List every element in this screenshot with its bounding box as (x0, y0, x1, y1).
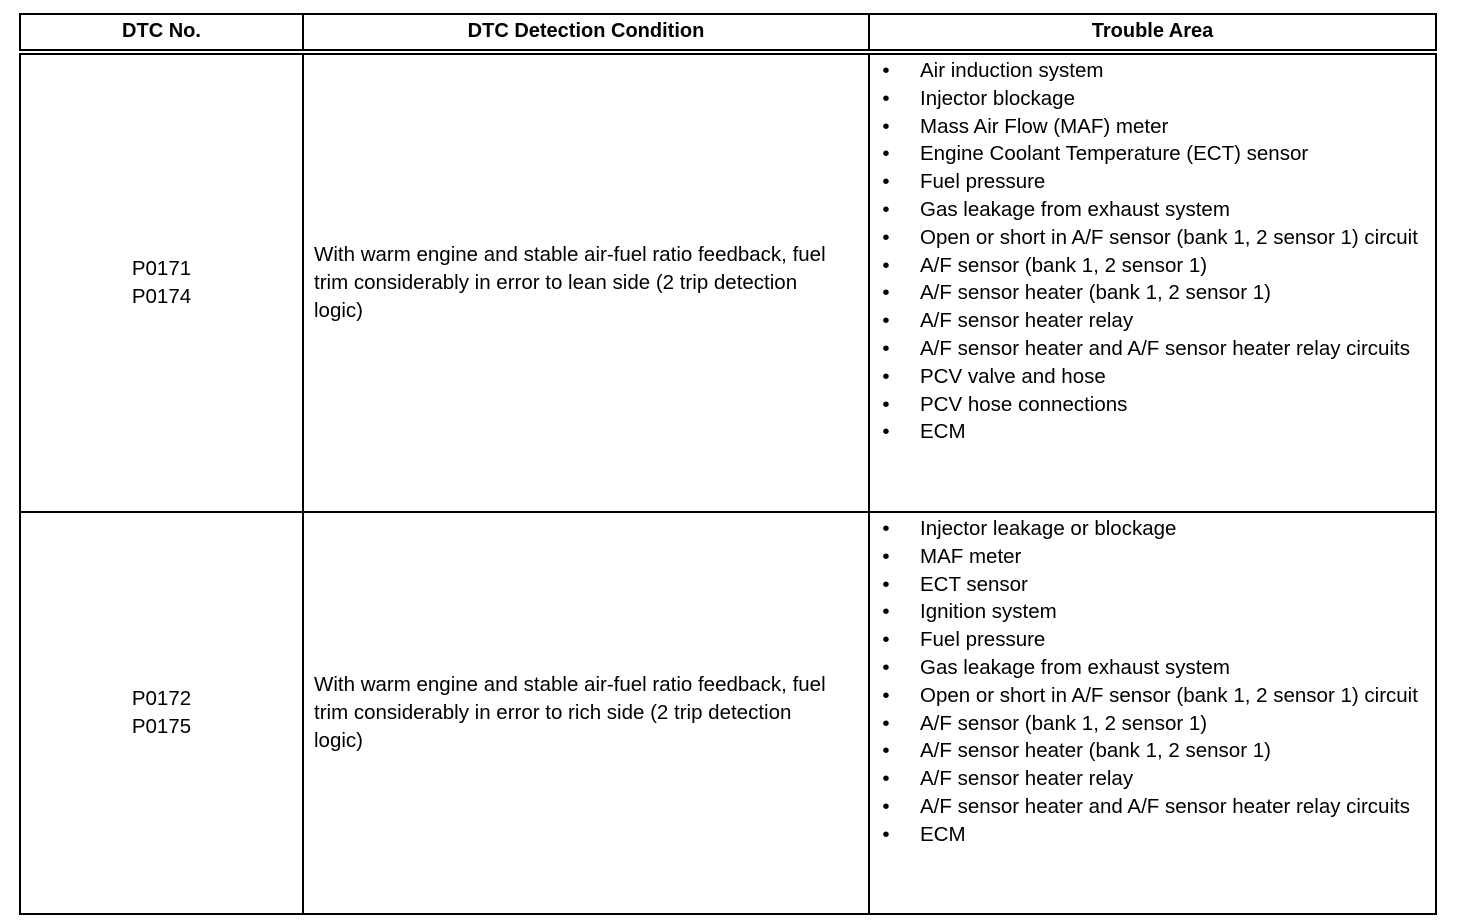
table-header (20, 14, 1436, 52)
trouble-area-text: Open or short in A/F sensor (bank 1, 2 sensor 1) circuit (920, 225, 1418, 249)
trouble-area-text: ECM (920, 420, 966, 444)
bullet-icon: • (882, 420, 890, 444)
trouble-area-cell (869, 52, 1436, 512)
trouble-area-text: A/F sensor heater relay (920, 309, 1134, 333)
table-row (20, 512, 1436, 914)
detection-condition-cell: With warm engine and stable air-fuel ratio feedback, fuel trim considerably in error to rich side (2 trip detection logic) (303, 512, 869, 914)
dtc-code: P0172 (131, 687, 192, 711)
trouble-area-item (879, 391, 1429, 419)
trouble-area-item (879, 515, 1429, 543)
trouble-area-text: A/F sensor heater (bank 1, 2 sensor 1) (920, 739, 1271, 763)
bullet-icon: • (882, 628, 890, 652)
trouble-area-item (879, 85, 1429, 113)
trouble-area-list (879, 515, 1429, 849)
trouble-area-cell (869, 512, 1436, 914)
trouble-area-text: Gas leakage from exhaust system (920, 197, 1230, 221)
detection-condition-cell: With warm engine and stable air-fuel ratio feedback, fuel trim considerably in error to lean side (2 trip detection logic) (303, 52, 869, 512)
trouble-area-item (879, 307, 1429, 335)
dtc-code: P0171 (131, 257, 192, 281)
bullet-icon: • (882, 572, 890, 596)
trouble-area-item (879, 168, 1429, 196)
bullet-icon: • (882, 142, 890, 166)
trouble-area-text: A/F sensor heater relay (920, 767, 1134, 791)
header-trouble-area: Trouble Area (869, 14, 1436, 52)
trouble-area-text: Gas leakage from exhaust system (920, 655, 1230, 679)
trouble-area-text: PCV hose connections (920, 392, 1128, 416)
bullet-icon: • (882, 392, 890, 416)
trouble-area-item (879, 821, 1429, 849)
trouble-area-item (879, 793, 1429, 821)
trouble-area-text: ECM (920, 822, 966, 846)
bullet-icon: • (882, 767, 890, 791)
trouble-area-item (879, 571, 1429, 599)
bullet-icon: • (882, 114, 890, 138)
header-dtc-no: DTC No. (20, 14, 303, 52)
trouble-area-item (879, 363, 1429, 391)
trouble-area-text: A/F sensor (bank 1, 2 sensor 1) (920, 711, 1208, 735)
bullet-icon: • (882, 822, 890, 846)
trouble-area-item (879, 57, 1429, 85)
trouble-area-text: A/F sensor heater and A/F sensor heater relay circuits (920, 794, 1410, 818)
dtc-code: P0174 (131, 285, 192, 308)
table-body (20, 52, 1436, 914)
trouble-area-text: Engine Coolant Temperature (ECT) sensor (920, 142, 1309, 166)
dtc-codes-cell (20, 512, 303, 914)
trouble-area-item (879, 224, 1429, 252)
trouble-area-text: Fuel pressure (920, 170, 1046, 194)
dtc-codes-cell (20, 52, 303, 512)
trouble-area-item (879, 598, 1429, 626)
trouble-area-text: Injector leakage or blockage (920, 517, 1177, 540)
trouble-area-item (879, 140, 1429, 168)
bullet-icon: • (882, 711, 890, 735)
trouble-area-item (879, 335, 1429, 363)
bullet-icon: • (882, 683, 890, 707)
bullet-icon: • (882, 281, 890, 305)
trouble-area-item (879, 252, 1429, 280)
trouble-area-item (879, 765, 1429, 793)
trouble-area-item (879, 737, 1429, 765)
trouble-area-text: A/F sensor heater and A/F sensor heater relay circuits (920, 336, 1410, 360)
header-row (20, 14, 1436, 52)
trouble-area-text: Fuel pressure (920, 628, 1046, 652)
trouble-area-item (879, 196, 1429, 224)
bullet-icon: • (882, 309, 890, 333)
bullet-icon: • (882, 739, 890, 763)
bullet-icon: • (882, 655, 890, 679)
dtc-table (19, 13, 1437, 915)
table-row (20, 52, 1436, 512)
trouble-area-text: Ignition system (920, 600, 1057, 624)
trouble-area-item (879, 418, 1429, 446)
trouble-area-item (879, 626, 1429, 654)
trouble-area-item (879, 682, 1429, 710)
bullet-icon: • (882, 225, 890, 249)
bullet-icon: • (882, 86, 890, 110)
trouble-area-item (879, 113, 1429, 141)
trouble-area-item (879, 654, 1429, 682)
bullet-icon: • (882, 517, 890, 540)
trouble-area-text: MAF meter (920, 544, 1022, 568)
trouble-area-text: A/F sensor (bank 1, 2 sensor 1) (920, 253, 1208, 277)
dtc-code: P0175 (131, 715, 192, 738)
bullet-icon: • (882, 600, 890, 624)
bullet-icon: • (882, 253, 890, 277)
trouble-area-text: ECT sensor (920, 572, 1028, 596)
trouble-area-item (879, 710, 1429, 738)
trouble-area-text: A/F sensor heater (bank 1, 2 sensor 1) (920, 281, 1271, 305)
bullet-icon: • (882, 59, 890, 82)
trouble-area-text: Open or short in A/F sensor (bank 1, 2 sensor 1) circuit (920, 683, 1418, 707)
bullet-icon: • (882, 544, 890, 568)
trouble-area-item (879, 543, 1429, 571)
trouble-area-text: Air induction system (920, 59, 1104, 82)
bullet-icon: • (882, 197, 890, 221)
trouble-area-list (879, 57, 1429, 446)
trouble-area-item (879, 279, 1429, 307)
bullet-icon: • (882, 794, 890, 818)
trouble-area-text: Mass Air Flow (MAF) meter (920, 114, 1169, 138)
trouble-area-text: PCV valve and hose (920, 364, 1106, 388)
trouble-area-text: Injector blockage (920, 86, 1075, 110)
header-detection-condition: DTC Detection Condition (303, 14, 869, 52)
bullet-icon: • (882, 170, 890, 194)
bullet-icon: • (882, 336, 890, 360)
bullet-icon: • (882, 364, 890, 388)
